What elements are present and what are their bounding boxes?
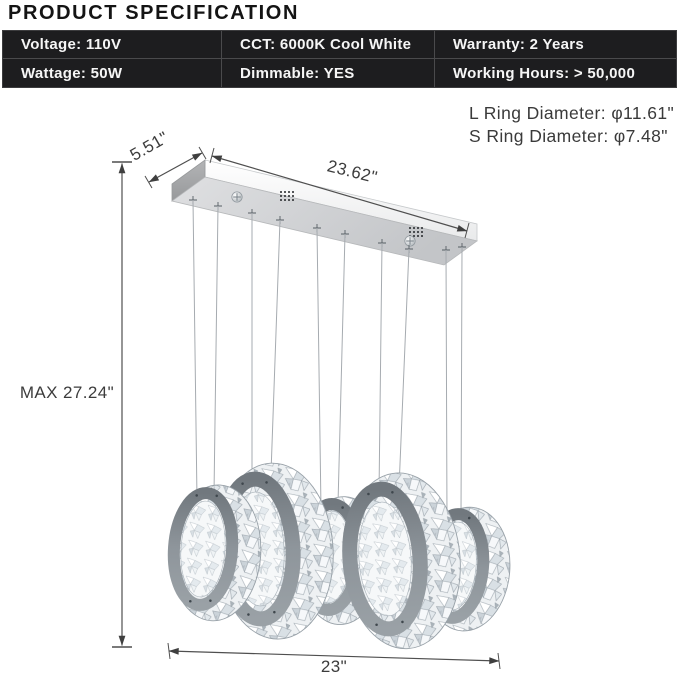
- spec-table: [2, 30, 677, 88]
- canopy-screw-left: [232, 192, 242, 202]
- spec-cell-wattage: Wattage: 50W: [3, 59, 222, 87]
- spec-cell-dimmable: Dimmable: YES: [222, 59, 435, 87]
- label-l-ring-diameter: L Ring Diameter: φ11.61": [469, 103, 675, 123]
- label-s-ring-diameter: S Ring Diameter: φ7.48": [469, 126, 668, 146]
- spec-cell-cct: CCT: 6000K Cool White: [222, 31, 435, 59]
- label-max-height: MAX 27.24": [19, 383, 114, 402]
- spec-cell-voltage: Voltage: 110V: [3, 31, 222, 59]
- canopy-screw-right: [405, 236, 415, 246]
- label-fixture-width: 23": [320, 657, 348, 675]
- label-canopy-length: 23.62": [325, 156, 380, 188]
- spec-cell-warranty: Warranty: 2 Years: [435, 31, 676, 59]
- label-canopy-depth: 5.51": [126, 127, 172, 165]
- dim-line-max-height: [112, 162, 132, 647]
- page-title: PRODUCT SPECIFICATION: [8, 2, 300, 24]
- spec-cell-working-hours: Working Hours: > 50,000: [453, 64, 636, 82]
